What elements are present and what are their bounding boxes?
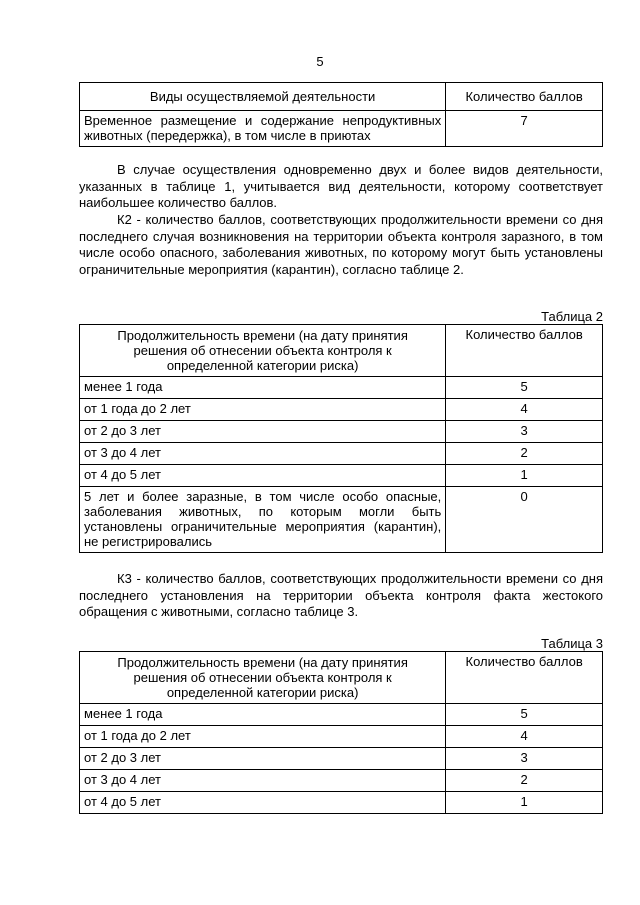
duration-cell: от 3 до 4 лет	[80, 443, 446, 465]
activity-table	[79, 82, 603, 147]
duration-cell: от 4 до 5 лет	[80, 465, 446, 487]
header-score: Количество баллов	[446, 325, 603, 377]
duration-cell: от 1 года до 2 лет	[80, 726, 446, 748]
table-row	[80, 399, 603, 421]
header-score: Количество баллов	[446, 83, 603, 111]
duration-cell: менее 1 года	[80, 704, 446, 726]
header-duration: Продолжительность времени (на дату принятия решения об отнесении объекта контроля к определенной категории риска)	[80, 325, 446, 377]
duration-cell: 5 лет и более заразные, в том числе особо опасные, заболевания животных, по которым могли быть установлены ограничительные мероприятия (карантин), не регистрировались	[80, 487, 446, 553]
score-cell: 5	[446, 704, 603, 726]
duration-cell: от 3 до 4 лет	[80, 770, 446, 792]
score-cell: 0	[446, 487, 603, 553]
paragraph-1-text: В случае осуществления одновременно двух и более видов деятельности, указанных в таблице 1, учитывается вид деятельности, которому соответствует наибольшее количество баллов.	[79, 162, 603, 210]
activity-cell: Временное размещение и содержание непродуктивных животных (передержка), в том числе в приютах	[80, 111, 446, 147]
table-row	[80, 487, 603, 553]
table-row	[80, 421, 603, 443]
score-cell: 4	[446, 399, 603, 421]
score-cell: 1	[446, 792, 603, 814]
page-number: 5	[316, 54, 324, 69]
table-row	[80, 377, 603, 399]
score-cell: 1	[446, 465, 603, 487]
paragraph-2-text: К2 - количество баллов, соответствующих продолжительности времени со дня последнего случая возникновения на территории объекта контроля заразного, в том числе особо опасного, заболевания животных, по которому могут быть установлены ограничительные мероприятия (карантин), согласно таблице 2.	[79, 212, 603, 277]
score-cell: 5	[446, 377, 603, 399]
table-row	[80, 792, 603, 814]
table-row	[80, 465, 603, 487]
score-cell: 4	[446, 726, 603, 748]
paragraph-3-text: К3 - количество баллов, соответствующих продолжительности времени со дня последнего установления на территории объекта контроля факта жестокого обращения с животными, согласно таблице 3.	[79, 571, 603, 619]
duration-cell: от 1 года до 2 лет	[80, 399, 446, 421]
score-cell: 7	[446, 111, 603, 147]
table-row	[80, 443, 603, 465]
table-row	[80, 770, 603, 792]
table-2	[79, 324, 603, 553]
duration-cell: от 4 до 5 лет	[80, 792, 446, 814]
duration-cell: от 2 до 3 лет	[80, 421, 446, 443]
duration-cell: от 2 до 3 лет	[80, 748, 446, 770]
table-row	[80, 726, 603, 748]
table-header-row	[80, 83, 603, 111]
paragraph-1	[79, 162, 603, 212]
duration-cell: менее 1 года	[80, 377, 446, 399]
score-cell: 2	[446, 770, 603, 792]
score-cell: 2	[446, 443, 603, 465]
table2-caption: Таблица 2	[541, 309, 603, 324]
header-score: Количество баллов	[446, 652, 603, 704]
table3-caption: Таблица 3	[541, 636, 603, 651]
table-3	[79, 651, 603, 814]
score-cell: 3	[446, 421, 603, 443]
table-row	[80, 704, 603, 726]
header-activity: Виды осуществляемой деятельности	[80, 83, 446, 111]
paragraph-3	[79, 571, 603, 621]
table-row	[80, 748, 603, 770]
table-row	[80, 111, 603, 147]
score-cell: 3	[446, 748, 603, 770]
table-header-row	[80, 652, 603, 704]
table-header-row	[80, 325, 603, 377]
paragraph-2	[79, 212, 603, 278]
header-duration: Продолжительность времени (на дату принятия решения об отнесении объекта контроля к определенной категории риска)	[80, 652, 446, 704]
